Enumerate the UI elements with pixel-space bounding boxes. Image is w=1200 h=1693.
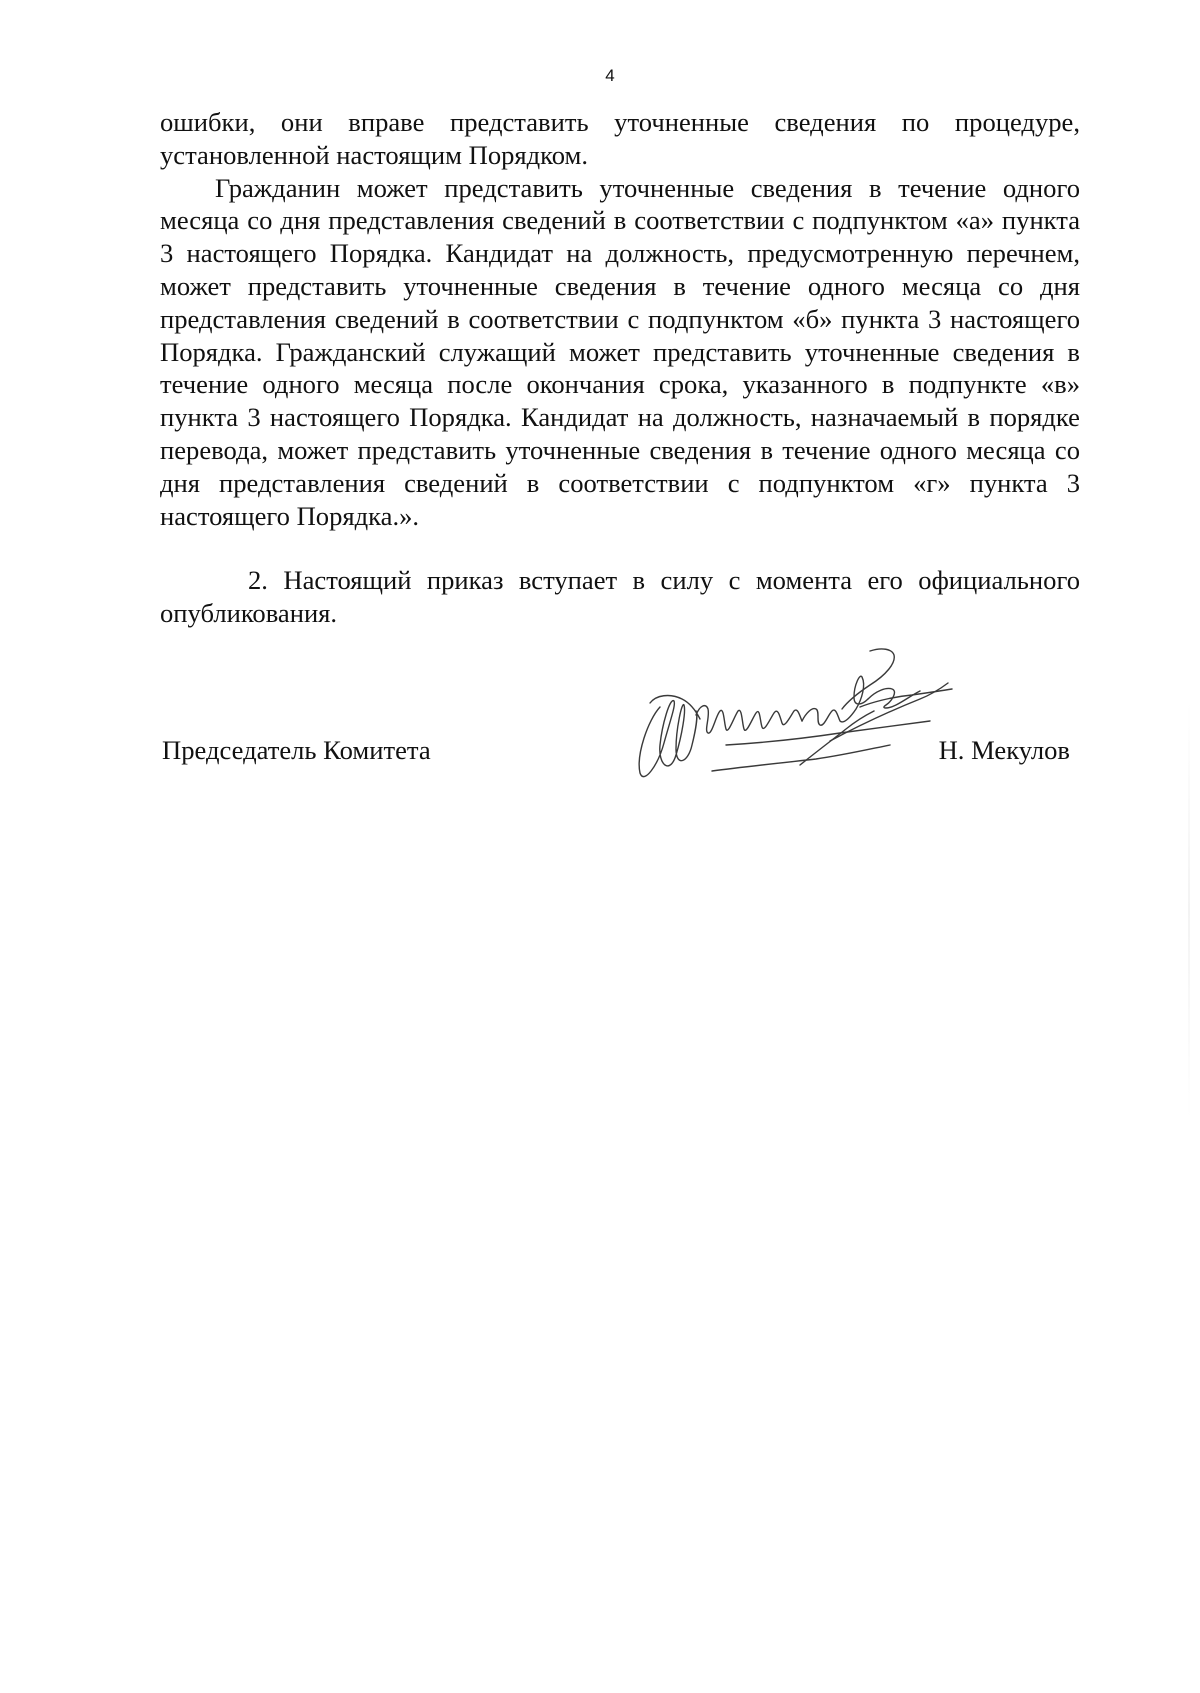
signature-block [160, 735, 1070, 775]
paragraph-effective-date: 2. Настоящий приказ вступает в силу с момента его официального опубликования. [160, 565, 1080, 629]
page-number: 4 [605, 66, 615, 85]
paragraph-continuation: ошибки, они вправе представить уточненные сведения по процедуре, установленной настоящим Порядком. [160, 107, 1080, 170]
scan-edge-artifact [1188, 700, 1190, 1120]
document-body [160, 106, 1080, 630]
handwritten-signature-icon [630, 645, 990, 805]
paragraph-citizen-clarification: Гражданин может представить уточненные сведения в течение одного месяца со дня представления сведений в соответствии с подпунктом «а» пункта 3 настоящего Порядка. Кандидат на должность, предусмотренную перечнем, может представить уточненные сведения в течение одного месяца со дня представления сведений в соответствии с подпунктом «б» пункта 3 настоящего Порядка. Гражданский служащий может представить уточненные сведения в течение одного месяца после окончания срока, указанного в подпункте «в» пункта 3 настоящего Порядка. Кандидат на должность, назначаемый в порядке перевода, может представить уточненные сведения в течение одного месяца со дня представления сведений в соответствии с подпунктом «г» пункта 3 настоящего Порядка.». [160, 172, 1080, 531]
signer-name: Н. Мекулов [938, 735, 1070, 765]
signer-title: Председатель Комитета [162, 735, 431, 765]
